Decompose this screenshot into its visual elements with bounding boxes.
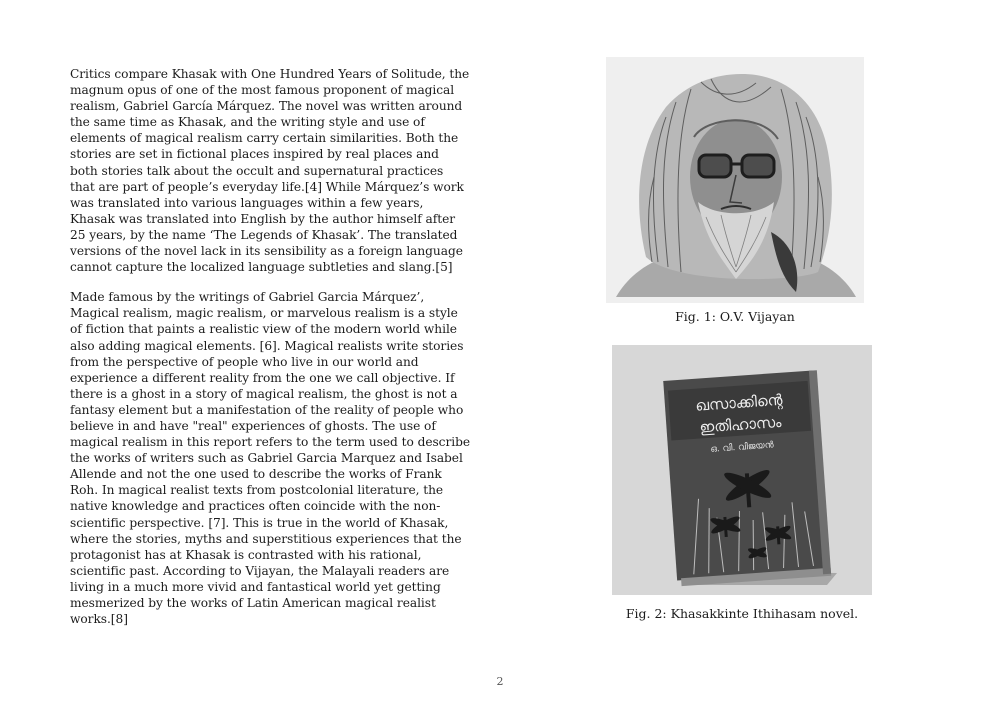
paragraph-2: Made famous by the writings of Gabriel Garcia Márquez’, Magical realism, magic realism, or marvelous realism is a style of fiction that paints a realistic view of the modern world while also adding magical elements. [6]. Magical realists write stories from the perspective of people who live in our world and experience a different reality from the one we call objective. If there is a ghost in a story of magical realism, the ghost is not a fantasy element but a manifestation of the reality of people who believe in and have "real" experiences of ghosts. The use of magical realism in this report refers to the term used to describe the works of writers such as Gabriel Garcia Marquez and Isabel Allende and not the one used to describe the works of Frank Roh. In magical realist texts from postcolonial literature, the native knowledge and practices often coincide with the non-scientific perspective. [7]. This is true in the world of Khasak, where the stories, myths and superstitious experiences that the protagonist has at Khasak is contrasted with his rational, scientific past. According to Vijayan, the Malayali readers are living in a much more vivid and fantastical world yet getting mesmerized by the works of Latin American magical realist works.[8]	[70, 290, 471, 627]
book-title-line-2: ഇതിഹാസം	[698, 412, 782, 437]
portrait-illustration	[606, 57, 864, 303]
paragraph-1: Critics compare Khasak with One Hundred Years of Solitude, the magnum opus of one of the most famous proponent of magical realism, Gabriel García Márquez. The novel was written around the same time as Khasak, and the writing style and use of elements of magical realism carry certain similarities. Both the stories are set in fictional places inspired by real places and both stories talk about the occult and supernatural practices that are part of people’s everyday life.[4] While Márquez’s work was translated into various languages within a few years, Khasak was translated into English by the author himself after 25 years, by the name ‘The Legends of Khasak’. The translated versions of the novel lack in its sensibility as a foreign language cannot capture the localized language subtleties and slang.[5]	[70, 67, 470, 275]
page-number: 2	[496, 675, 504, 688]
book-author: ഒ. വി. വിജയൻ	[710, 440, 774, 455]
figure-book-cover	[612, 345, 872, 595]
body-text	[70, 66, 470, 641]
book-title-line-1: ഖസാക്കിന്റെ	[694, 390, 784, 415]
figure-2-caption: Fig. 2: Khasakkinte Ithihasam novel.	[625, 606, 859, 621]
book-photo	[612, 345, 872, 595]
figure-1-caption: Fig. 1: O.V. Vijayan	[675, 309, 795, 324]
figure-portrait-vijayan	[606, 57, 864, 303]
